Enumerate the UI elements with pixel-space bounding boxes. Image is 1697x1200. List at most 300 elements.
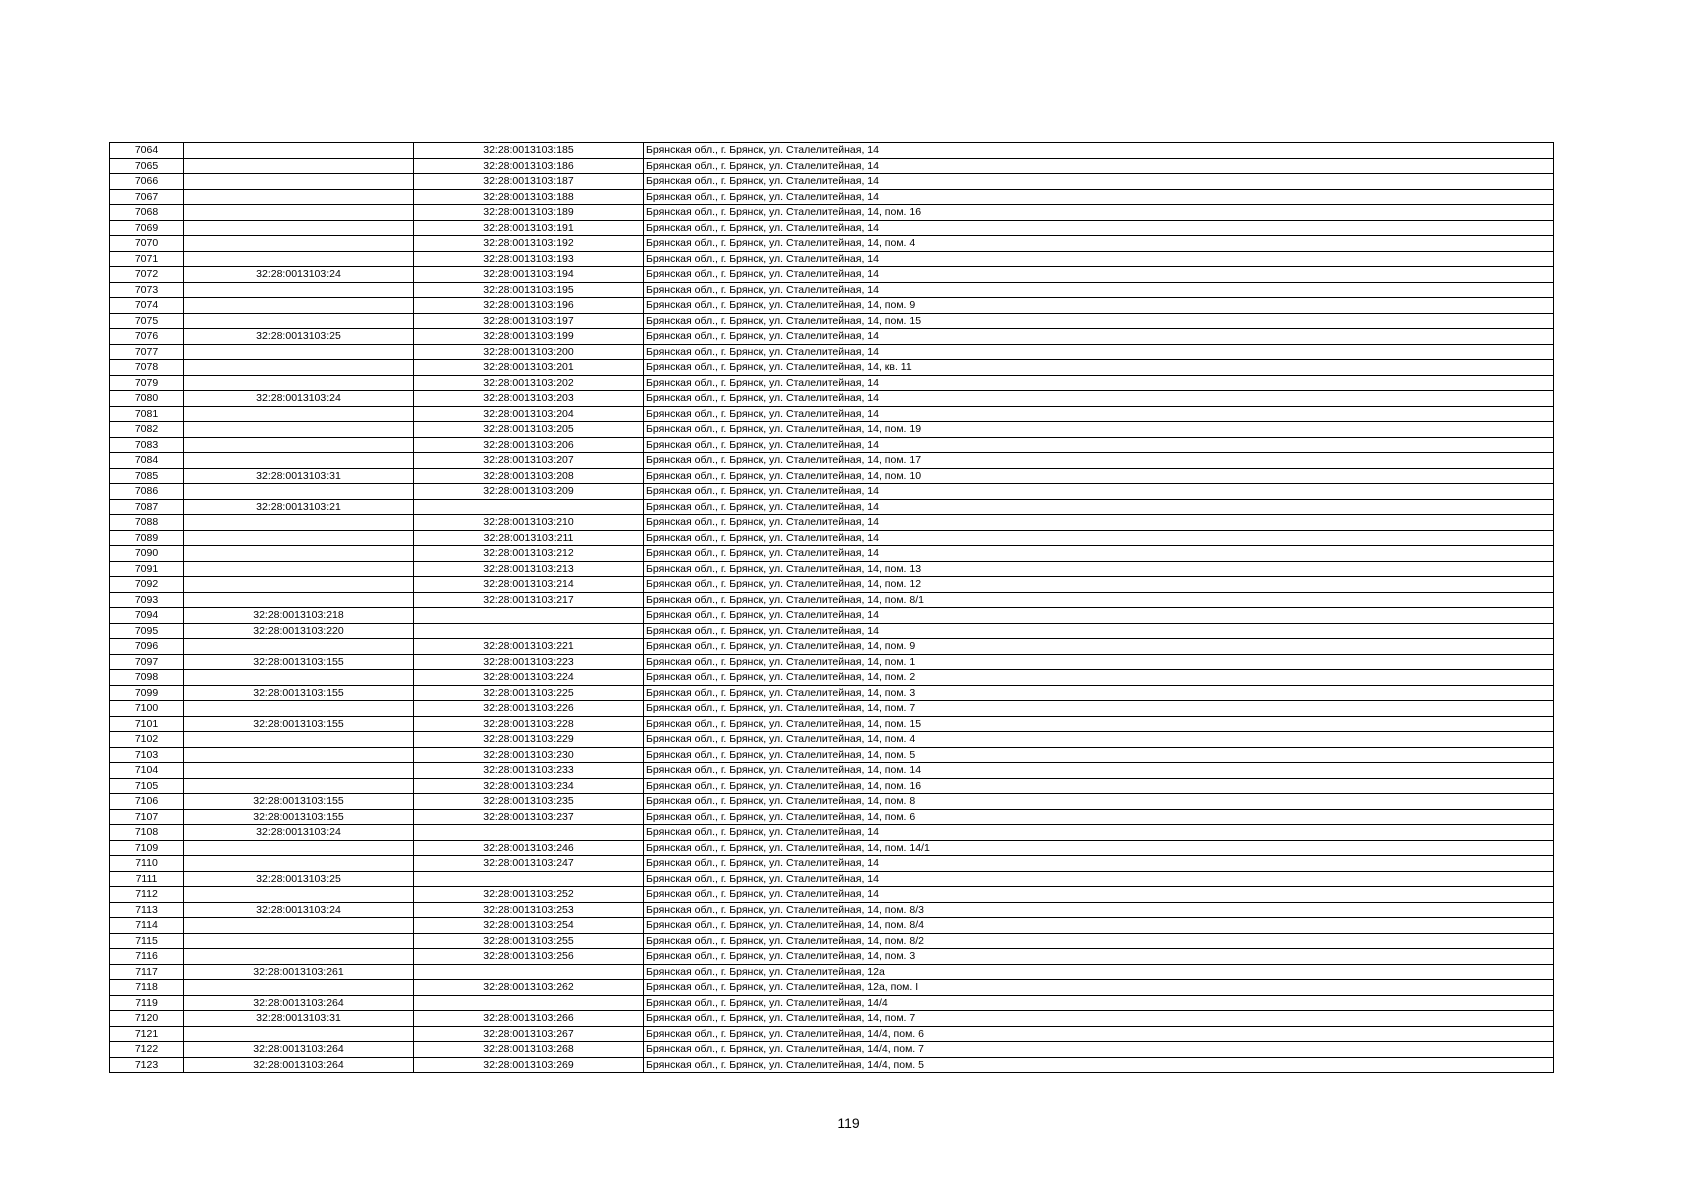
registry-table [109, 142, 1554, 1073]
address-cell: Брянская обл., г. Брянск, ул. Сталелитейная, 14, пом. 14/1 [644, 840, 1554, 856]
parent-cadastral-number-cell [184, 546, 414, 562]
parent-cadastral-number-cell [184, 670, 414, 686]
table-row [110, 499, 1554, 515]
parent-cadastral-number-cell [184, 515, 414, 531]
table-row [110, 453, 1554, 469]
cadastral-number-cell: 32:28:0013103:235 [414, 794, 644, 810]
parent-cadastral-number-cell [184, 406, 414, 422]
table-row [110, 995, 1554, 1011]
table-row [110, 313, 1554, 329]
address-cell: Брянская обл., г. Брянск, ул. Сталелитейная, 14, пом. 15 [644, 313, 1554, 329]
parent-cadastral-number-cell [184, 344, 414, 360]
cadastral-number-cell [414, 608, 644, 624]
parent-cadastral-number-cell: 32:28:0013103:155 [184, 654, 414, 670]
table-row [110, 158, 1554, 174]
row-number-cell: 7104 [110, 763, 184, 779]
row-number-cell: 7068 [110, 205, 184, 221]
row-number-cell: 7095 [110, 623, 184, 639]
row-number-cell: 7099 [110, 685, 184, 701]
address-cell: Брянская обл., г. Брянск, ул. Сталелитейная, 14/4, пом. 5 [644, 1057, 1554, 1073]
row-number-cell: 7087 [110, 499, 184, 515]
cadastral-number-cell: 32:28:0013103:254 [414, 918, 644, 934]
address-cell: Брянская обл., г. Брянск, ул. Сталелитейная, 14, пом. 8/3 [644, 902, 1554, 918]
parent-cadastral-number-cell: 32:28:0013103:31 [184, 1011, 414, 1027]
row-number-cell: 7121 [110, 1026, 184, 1042]
row-number-cell: 7122 [110, 1042, 184, 1058]
parent-cadastral-number-cell: 32:28:0013103:25 [184, 329, 414, 345]
table-row [110, 949, 1554, 965]
cadastral-number-cell: 32:28:0013103:212 [414, 546, 644, 562]
parent-cadastral-number-cell: 32:28:0013103:24 [184, 902, 414, 918]
parent-cadastral-number-cell [184, 453, 414, 469]
address-cell: Брянская обл., г. Брянск, ул. Сталелитейная, 14 [644, 251, 1554, 267]
table-row [110, 654, 1554, 670]
address-cell: Брянская обл., г. Брянск, ул. Сталелитейная, 14 [644, 856, 1554, 872]
row-number-cell: 7090 [110, 546, 184, 562]
row-number-cell: 7081 [110, 406, 184, 422]
address-cell: Брянская обл., г. Брянск, ул. Сталелитейная, 14, пом. 4 [644, 236, 1554, 252]
address-cell: Брянская обл., г. Брянск, ул. Сталелитейная, 12а, пом. I [644, 980, 1554, 996]
row-number-cell: 7113 [110, 902, 184, 918]
cadastral-number-cell: 32:28:0013103:207 [414, 453, 644, 469]
address-cell: Брянская обл., г. Брянск, ул. Сталелитейная, 14, пом. 14 [644, 763, 1554, 779]
cadastral-number-cell [414, 499, 644, 515]
row-number-cell: 7117 [110, 964, 184, 980]
cadastral-number-cell: 32:28:0013103:237 [414, 809, 644, 825]
table-row [110, 236, 1554, 252]
row-number-cell: 7096 [110, 639, 184, 655]
cadastral-number-cell [414, 964, 644, 980]
cadastral-number-cell [414, 623, 644, 639]
cadastral-number-cell [414, 871, 644, 887]
cadastral-number-cell: 32:28:0013103:196 [414, 298, 644, 314]
row-number-cell: 7079 [110, 375, 184, 391]
table-row [110, 608, 1554, 624]
address-cell: Брянская обл., г. Брянск, ул. Сталелитейная, 14 [644, 344, 1554, 360]
parent-cadastral-number-cell [184, 530, 414, 546]
table-row [110, 840, 1554, 856]
row-number-cell: 7091 [110, 561, 184, 577]
row-number-cell: 7067 [110, 189, 184, 205]
cadastral-number-cell: 32:28:0013103:205 [414, 422, 644, 438]
row-number-cell: 7100 [110, 701, 184, 717]
cadastral-number-cell: 32:28:0013103:225 [414, 685, 644, 701]
table-row [110, 205, 1554, 221]
page-number: 119 [837, 1115, 860, 1131]
row-number-cell: 7064 [110, 143, 184, 159]
address-cell: Брянская обл., г. Брянск, ул. Сталелитейная, 14, пом. 8/1 [644, 592, 1554, 608]
parent-cadastral-number-cell [184, 220, 414, 236]
parent-cadastral-number-cell: 32:28:0013103:264 [184, 1057, 414, 1073]
cadastral-number-cell: 32:28:0013103:230 [414, 747, 644, 763]
table-row [110, 282, 1554, 298]
cadastral-number-cell: 32:28:0013103:211 [414, 530, 644, 546]
cadastral-number-cell: 32:28:0013103:221 [414, 639, 644, 655]
row-number-cell: 7107 [110, 809, 184, 825]
row-number-cell: 7112 [110, 887, 184, 903]
row-number-cell: 7089 [110, 530, 184, 546]
table-row [110, 422, 1554, 438]
cadastral-number-cell: 32:28:0013103:246 [414, 840, 644, 856]
row-number-cell: 7071 [110, 251, 184, 267]
address-cell: Брянская обл., г. Брянск, ул. Сталелитейная, 14, пом. 9 [644, 639, 1554, 655]
address-cell: Брянская обл., г. Брянск, ул. Сталелитейная, 14, пом. 8 [644, 794, 1554, 810]
address-cell: Брянская обл., г. Брянск, ул. Сталелитейная, 14 [644, 220, 1554, 236]
cadastral-number-cell: 32:28:0013103:192 [414, 236, 644, 252]
address-cell: Брянская обл., г. Брянск, ул. Сталелитейная, 14 [644, 391, 1554, 407]
address-cell: Брянская обл., г. Брянск, ул. Сталелитейная, 14, пом. 8/4 [644, 918, 1554, 934]
address-cell: Брянская обл., г. Брянск, ул. Сталелитейная, 14, пом. 9 [644, 298, 1554, 314]
table-row [110, 515, 1554, 531]
row-number-cell: 7077 [110, 344, 184, 360]
parent-cadastral-number-cell [184, 561, 414, 577]
row-number-cell: 7114 [110, 918, 184, 934]
cadastral-number-cell [414, 995, 644, 1011]
table-row [110, 220, 1554, 236]
parent-cadastral-number-cell [184, 282, 414, 298]
address-cell: Брянская обл., г. Брянск, ул. Сталелитейная, 14 [644, 530, 1554, 546]
row-number-cell: 7120 [110, 1011, 184, 1027]
parent-cadastral-number-cell [184, 778, 414, 794]
table-row [110, 468, 1554, 484]
cadastral-number-cell: 32:28:0013103:255 [414, 933, 644, 949]
table-row [110, 980, 1554, 996]
registry-table-body [110, 143, 1554, 1073]
row-number-cell: 7101 [110, 716, 184, 732]
address-cell: Брянская обл., г. Брянск, ул. Сталелитейная, 14, пом. 16 [644, 778, 1554, 794]
cadastral-number-cell: 32:28:0013103:233 [414, 763, 644, 779]
row-number-cell: 7069 [110, 220, 184, 236]
table-row [110, 902, 1554, 918]
parent-cadastral-number-cell [184, 174, 414, 190]
cadastral-number-cell: 32:28:0013103:193 [414, 251, 644, 267]
table-row [110, 918, 1554, 934]
address-cell: Брянская обл., г. Брянск, ул. Сталелитейная, 14 [644, 871, 1554, 887]
table-row [110, 964, 1554, 980]
table-row [110, 174, 1554, 190]
cadastral-number-cell: 32:28:0013103:201 [414, 360, 644, 376]
table-row [110, 561, 1554, 577]
parent-cadastral-number-cell [184, 763, 414, 779]
address-cell: Брянская обл., г. Брянск, ул. Сталелитейная, 12а [644, 964, 1554, 980]
cadastral-number-cell: 32:28:0013103:234 [414, 778, 644, 794]
address-cell: Брянская обл., г. Брянск, ул. Сталелитейная, 14 [644, 546, 1554, 562]
table-row [110, 329, 1554, 345]
table-row [110, 360, 1554, 376]
row-number-cell: 7066 [110, 174, 184, 190]
parent-cadastral-number-cell: 32:28:0013103:261 [184, 964, 414, 980]
address-cell: Брянская обл., г. Брянск, ул. Сталелитейная, 14, пом. 8/2 [644, 933, 1554, 949]
address-cell: Брянская обл., г. Брянск, ул. Сталелитейная, 14 [644, 515, 1554, 531]
parent-cadastral-number-cell [184, 933, 414, 949]
row-number-cell: 7105 [110, 778, 184, 794]
address-cell: Брянская обл., г. Брянск, ул. Сталелитейная, 14, пом. 16 [644, 205, 1554, 221]
cadastral-number-cell: 32:28:0013103:188 [414, 189, 644, 205]
table-row [110, 406, 1554, 422]
table-row [110, 1026, 1554, 1042]
row-number-cell: 7110 [110, 856, 184, 872]
address-cell: Брянская обл., г. Брянск, ул. Сталелитейная, 14 [644, 158, 1554, 174]
address-cell: Брянская обл., г. Брянск, ул. Сталелитейная, 14 [644, 437, 1554, 453]
parent-cadastral-number-cell [184, 205, 414, 221]
parent-cadastral-number-cell [184, 980, 414, 996]
parent-cadastral-number-cell [184, 422, 414, 438]
cadastral-number-cell: 32:28:0013103:229 [414, 732, 644, 748]
cadastral-number-cell [414, 825, 644, 841]
parent-cadastral-number-cell: 32:28:0013103:31 [184, 468, 414, 484]
cadastral-number-cell: 32:28:0013103:206 [414, 437, 644, 453]
parent-cadastral-number-cell [184, 251, 414, 267]
table-row [110, 825, 1554, 841]
parent-cadastral-number-cell [184, 918, 414, 934]
row-number-cell: 7092 [110, 577, 184, 593]
table-row [110, 623, 1554, 639]
cadastral-number-cell: 32:28:0013103:185 [414, 143, 644, 159]
row-number-cell: 7083 [110, 437, 184, 453]
row-number-cell: 7108 [110, 825, 184, 841]
table-row [110, 484, 1554, 500]
cadastral-number-cell: 32:28:0013103:269 [414, 1057, 644, 1073]
row-number-cell: 7076 [110, 329, 184, 345]
parent-cadastral-number-cell [184, 887, 414, 903]
cadastral-number-cell: 32:28:0013103:199 [414, 329, 644, 345]
row-number-cell: 7085 [110, 468, 184, 484]
address-cell: Брянская обл., г. Брянск, ул. Сталелитейная, 14 [644, 189, 1554, 205]
cadastral-number-cell: 32:28:0013103:189 [414, 205, 644, 221]
cadastral-number-cell: 32:28:0013103:203 [414, 391, 644, 407]
table-row [110, 747, 1554, 763]
address-cell: Брянская обл., г. Брянск, ул. Сталелитейная, 14 [644, 282, 1554, 298]
parent-cadastral-number-cell [184, 437, 414, 453]
address-cell: Брянская обл., г. Брянск, ул. Сталелитейная, 14, пом. 10 [644, 468, 1554, 484]
table-row [110, 1057, 1554, 1073]
row-number-cell: 7097 [110, 654, 184, 670]
cadastral-number-cell: 32:28:0013103:195 [414, 282, 644, 298]
row-number-cell: 7116 [110, 949, 184, 965]
cadastral-number-cell: 32:28:0013103:228 [414, 716, 644, 732]
cadastral-number-cell: 32:28:0013103:214 [414, 577, 644, 593]
address-cell: Брянская обл., г. Брянск, ул. Сталелитейная, 14, пом. 7 [644, 701, 1554, 717]
parent-cadastral-number-cell [184, 360, 414, 376]
parent-cadastral-number-cell: 32:28:0013103:155 [184, 809, 414, 825]
address-cell: Брянская обл., г. Брянск, ул. Сталелитейная, 14 [644, 267, 1554, 283]
cadastral-number-cell: 32:28:0013103:200 [414, 344, 644, 360]
cadastral-number-cell: 32:28:0013103:262 [414, 980, 644, 996]
parent-cadastral-number-cell [184, 143, 414, 159]
row-number-cell: 7115 [110, 933, 184, 949]
address-cell: Брянская обл., г. Брянск, ул. Сталелитейная, 14 [644, 174, 1554, 190]
parent-cadastral-number-cell: 32:28:0013103:264 [184, 995, 414, 1011]
cadastral-number-cell: 32:28:0013103:202 [414, 375, 644, 391]
parent-cadastral-number-cell: 32:28:0013103:155 [184, 794, 414, 810]
table-row [110, 763, 1554, 779]
parent-cadastral-number-cell: 32:28:0013103:21 [184, 499, 414, 515]
row-number-cell: 7075 [110, 313, 184, 329]
address-cell: Брянская обл., г. Брянск, ул. Сталелитейная, 14, пом. 3 [644, 949, 1554, 965]
parent-cadastral-number-cell [184, 313, 414, 329]
parent-cadastral-number-cell [184, 949, 414, 965]
table-row [110, 437, 1554, 453]
row-number-cell: 7103 [110, 747, 184, 763]
parent-cadastral-number-cell [184, 158, 414, 174]
parent-cadastral-number-cell: 32:28:0013103:24 [184, 391, 414, 407]
address-cell: Брянская обл., г. Брянск, ул. Сталелитейная, 14 [644, 143, 1554, 159]
table-row [110, 592, 1554, 608]
row-number-cell: 7123 [110, 1057, 184, 1073]
address-cell: Брянская обл., г. Брянск, ул. Сталелитейная, 14/4, пом. 7 [644, 1042, 1554, 1058]
table-row [110, 701, 1554, 717]
cadastral-number-cell: 32:28:0013103:186 [414, 158, 644, 174]
address-cell: Брянская обл., г. Брянск, ул. Сталелитейная, 14, пом. 3 [644, 685, 1554, 701]
address-cell: Брянская обл., г. Брянск, ул. Сталелитейная, 14, пом. 7 [644, 1011, 1554, 1027]
table-row [110, 685, 1554, 701]
cadastral-number-cell: 32:28:0013103:223 [414, 654, 644, 670]
row-number-cell: 7111 [110, 871, 184, 887]
parent-cadastral-number-cell: 32:28:0013103:264 [184, 1042, 414, 1058]
cadastral-number-cell: 32:28:0013103:204 [414, 406, 644, 422]
address-cell: Брянская обл., г. Брянск, ул. Сталелитейная, 14, пом. 15 [644, 716, 1554, 732]
row-number-cell: 7118 [110, 980, 184, 996]
address-cell: Брянская обл., г. Брянск, ул. Сталелитейная, 14 [644, 329, 1554, 345]
parent-cadastral-number-cell [184, 1026, 414, 1042]
table-row [110, 344, 1554, 360]
row-number-cell: 7082 [110, 422, 184, 438]
row-number-cell: 7119 [110, 995, 184, 1011]
row-number-cell: 7086 [110, 484, 184, 500]
address-cell: Брянская обл., г. Брянск, ул. Сталелитейная, 14 [644, 623, 1554, 639]
table-row [110, 794, 1554, 810]
parent-cadastral-number-cell [184, 840, 414, 856]
row-number-cell: 7065 [110, 158, 184, 174]
cadastral-number-cell: 32:28:0013103:194 [414, 267, 644, 283]
address-cell: Брянская обл., г. Брянск, ул. Сталелитейная, 14 [644, 375, 1554, 391]
row-number-cell: 7106 [110, 794, 184, 810]
cadastral-number-cell: 32:28:0013103:224 [414, 670, 644, 686]
cadastral-number-cell: 32:28:0013103:210 [414, 515, 644, 531]
parent-cadastral-number-cell [184, 856, 414, 872]
table-row [110, 546, 1554, 562]
address-cell: Брянская обл., г. Брянск, ул. Сталелитейная, 14, пом. 13 [644, 561, 1554, 577]
row-number-cell: 7072 [110, 267, 184, 283]
table-row [110, 1011, 1554, 1027]
address-cell: Брянская обл., г. Брянск, ул. Сталелитейная, 14, пом. 19 [644, 422, 1554, 438]
parent-cadastral-number-cell [184, 236, 414, 252]
row-number-cell: 7070 [110, 236, 184, 252]
table-row [110, 670, 1554, 686]
parent-cadastral-number-cell: 32:28:0013103:220 [184, 623, 414, 639]
table-row [110, 189, 1554, 205]
parent-cadastral-number-cell [184, 577, 414, 593]
parent-cadastral-number-cell: 32:28:0013103:155 [184, 685, 414, 701]
cadastral-number-cell: 32:28:0013103:213 [414, 561, 644, 577]
parent-cadastral-number-cell [184, 189, 414, 205]
table-row [110, 716, 1554, 732]
address-cell: Брянская обл., г. Брянск, ул. Сталелитейная, 14, пом. 12 [644, 577, 1554, 593]
row-number-cell: 7078 [110, 360, 184, 376]
address-cell: Брянская обл., г. Брянск, ул. Сталелитейная, 14 [644, 608, 1554, 624]
address-cell: Брянская обл., г. Брянск, ул. Сталелитейная, 14, пом. 1 [644, 654, 1554, 670]
row-number-cell: 7093 [110, 592, 184, 608]
address-cell: Брянская обл., г. Брянск, ул. Сталелитейная, 14 [644, 887, 1554, 903]
parent-cadastral-number-cell [184, 592, 414, 608]
row-number-cell: 7102 [110, 732, 184, 748]
table-row [110, 267, 1554, 283]
row-number-cell: 7094 [110, 608, 184, 624]
parent-cadastral-number-cell [184, 732, 414, 748]
address-cell: Брянская обл., г. Брянск, ул. Сталелитейная, 14, пом. 4 [644, 732, 1554, 748]
row-number-cell: 7084 [110, 453, 184, 469]
parent-cadastral-number-cell [184, 484, 414, 500]
row-number-cell: 7109 [110, 840, 184, 856]
table-row [110, 639, 1554, 655]
table-row [110, 809, 1554, 825]
address-cell: Брянская обл., г. Брянск, ул. Сталелитейная, 14 [644, 499, 1554, 515]
table-row [110, 1042, 1554, 1058]
row-number-cell: 7074 [110, 298, 184, 314]
address-cell: Брянская обл., г. Брянск, ул. Сталелитейная, 14/4 [644, 995, 1554, 1011]
parent-cadastral-number-cell [184, 747, 414, 763]
parent-cadastral-number-cell [184, 375, 414, 391]
cadastral-number-cell: 32:28:0013103:187 [414, 174, 644, 190]
cadastral-number-cell: 32:28:0013103:268 [414, 1042, 644, 1058]
cadastral-number-cell: 32:28:0013103:253 [414, 902, 644, 918]
parent-cadastral-number-cell: 32:28:0013103:24 [184, 825, 414, 841]
table-row [110, 732, 1554, 748]
table-row [110, 143, 1554, 159]
address-cell: Брянская обл., г. Брянск, ул. Сталелитейная, 14 [644, 484, 1554, 500]
table-row [110, 856, 1554, 872]
address-cell: Брянская обл., г. Брянск, ул. Сталелитейная, 14, пом. 6 [644, 809, 1554, 825]
row-number-cell: 7098 [110, 670, 184, 686]
table-row [110, 530, 1554, 546]
parent-cadastral-number-cell: 32:28:0013103:25 [184, 871, 414, 887]
parent-cadastral-number-cell [184, 639, 414, 655]
cadastral-number-cell: 32:28:0013103:208 [414, 468, 644, 484]
table-row [110, 887, 1554, 903]
cadastral-number-cell: 32:28:0013103:256 [414, 949, 644, 965]
row-number-cell: 7080 [110, 391, 184, 407]
cadastral-number-cell: 32:28:0013103:267 [414, 1026, 644, 1042]
parent-cadastral-number-cell: 32:28:0013103:155 [184, 716, 414, 732]
table-row [110, 375, 1554, 391]
address-cell: Брянская обл., г. Брянск, ул. Сталелитейная, 14/4, пом. 6 [644, 1026, 1554, 1042]
address-cell: Брянская обл., г. Брянск, ул. Сталелитейная, 14, кв. 11 [644, 360, 1554, 376]
parent-cadastral-number-cell: 32:28:0013103:218 [184, 608, 414, 624]
table-row [110, 871, 1554, 887]
table-row [110, 251, 1554, 267]
cadastral-number-cell: 32:28:0013103:191 [414, 220, 644, 236]
parent-cadastral-number-cell [184, 298, 414, 314]
row-number-cell: 7088 [110, 515, 184, 531]
parent-cadastral-number-cell: 32:28:0013103:24 [184, 267, 414, 283]
cadastral-number-cell: 32:28:0013103:252 [414, 887, 644, 903]
table-row [110, 933, 1554, 949]
table-row [110, 577, 1554, 593]
cadastral-number-cell: 32:28:0013103:247 [414, 856, 644, 872]
table-row [110, 778, 1554, 794]
cadastral-number-cell: 32:28:0013103:226 [414, 701, 644, 717]
address-cell: Брянская обл., г. Брянск, ул. Сталелитейная, 14 [644, 406, 1554, 422]
address-cell: Брянская обл., г. Брянск, ул. Сталелитейная, 14, пом. 5 [644, 747, 1554, 763]
cadastral-number-cell: 32:28:0013103:266 [414, 1011, 644, 1027]
table-row [110, 391, 1554, 407]
row-number-cell: 7073 [110, 282, 184, 298]
cadastral-number-cell: 32:28:0013103:217 [414, 592, 644, 608]
address-cell: Брянская обл., г. Брянск, ул. Сталелитейная, 14, пом. 17 [644, 453, 1554, 469]
address-cell: Брянская обл., г. Брянск, ул. Сталелитейная, 14 [644, 825, 1554, 841]
table-row [110, 298, 1554, 314]
cadastral-number-cell: 32:28:0013103:197 [414, 313, 644, 329]
